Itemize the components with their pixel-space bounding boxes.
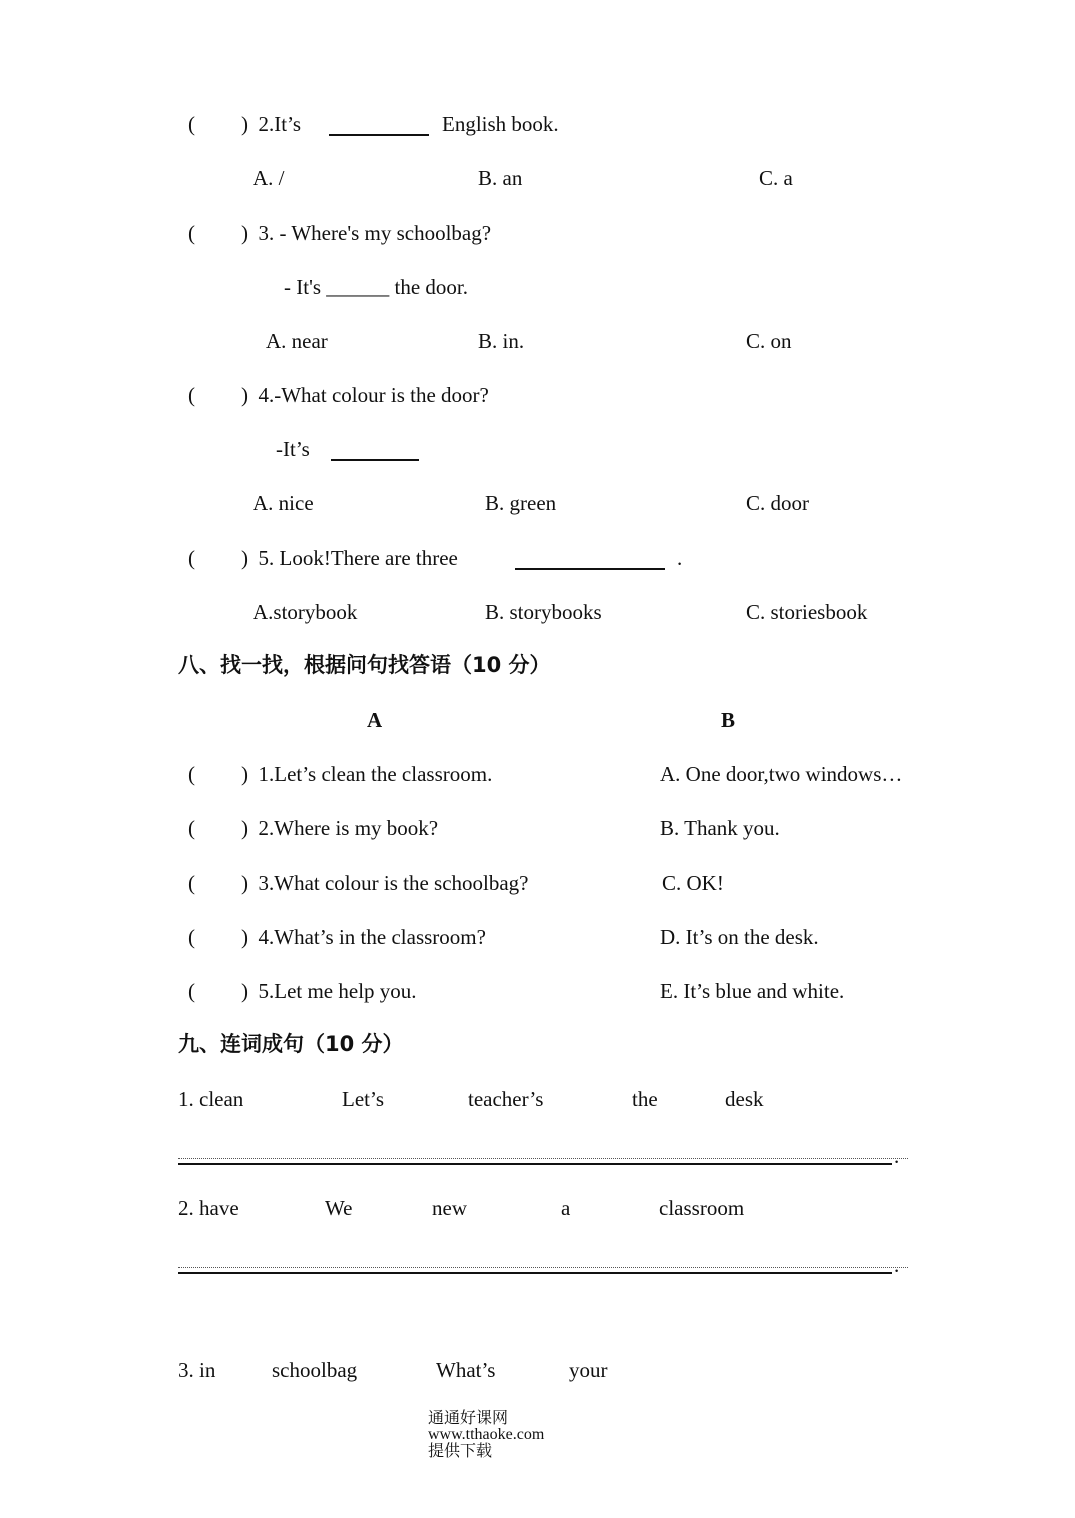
answer-bracket: ( — [188, 221, 195, 245]
dotted-guide — [178, 1267, 908, 1268]
answer-bracket: ( — [188, 112, 195, 136]
answer-bracket: ( — [188, 871, 195, 895]
option-c: C. on — [746, 329, 792, 353]
fill-blank — [331, 459, 419, 461]
match-answer: D. It’s on the desk. — [660, 925, 819, 949]
word: 3. in — [178, 1358, 216, 1382]
word: We — [325, 1196, 353, 1220]
option-a: A. / — [253, 166, 285, 190]
word: What’s — [436, 1358, 496, 1382]
match-question: ) 4.What’s in the classroom? — [241, 925, 486, 949]
column-b-header: B — [721, 708, 736, 732]
word: desk — [725, 1087, 764, 1111]
answer-line — [178, 1272, 892, 1274]
option-b: B. storybooks — [485, 600, 602, 624]
option-a: A.storybook — [253, 600, 358, 624]
option-b: B. in. — [478, 329, 525, 353]
answer-bracket: ( — [188, 762, 195, 786]
dotted-guide — [178, 1158, 908, 1159]
option-a: A. near — [266, 329, 328, 353]
match-answer: E. It’s blue and white. — [660, 979, 845, 1003]
match-answer: B. Thank you. — [660, 816, 780, 840]
match-question: ) 1.Let’s clean the classroom. — [241, 762, 493, 786]
word: 2. have — [178, 1196, 239, 1220]
footer — [420, 1394, 544, 1460]
word: the — [632, 1087, 658, 1111]
answer-bracket: ( — [188, 925, 195, 949]
word: schoolbag — [272, 1358, 358, 1382]
footer-tail: 提供下载 — [428, 1441, 493, 1460]
question-2-after: English book. — [442, 112, 559, 136]
match-question: ) 2.Where is my book? — [241, 816, 439, 840]
option-c: C. a — [759, 166, 793, 190]
match-answer: C. OK! — [662, 871, 724, 895]
word: Let’s — [342, 1087, 384, 1111]
fill-blank — [515, 568, 665, 570]
column-a-header: A — [367, 708, 383, 732]
option-c: C. storiesbook — [746, 600, 868, 624]
match-question: ) 5.Let me help you. — [241, 979, 417, 1003]
word: classroom — [659, 1196, 745, 1220]
word: new — [432, 1196, 467, 1220]
question-5-stem: ) 5. Look!There are three — [241, 546, 458, 570]
word: teacher’s — [468, 1087, 544, 1111]
answer-bracket: ( — [188, 383, 195, 407]
question-4-line2: -It’s — [276, 437, 310, 461]
section-8-heading: 八、找一找，根据问句找答语（10 分） — [178, 653, 551, 677]
answer-line — [178, 1163, 892, 1165]
word: a — [561, 1196, 571, 1220]
footer-url: www.tthaoke.com — [428, 1426, 545, 1443]
period: . — [894, 1144, 900, 1168]
match-question: ) 3.What colour is the schoolbag? — [241, 871, 529, 895]
answer-bracket: ( — [188, 979, 195, 1003]
option-a: A. nice — [253, 491, 314, 515]
match-answer: A. One door,two windows… — [660, 762, 903, 786]
section-9-heading: 九、连词成句（10 分） — [178, 1032, 404, 1056]
question-3-line2: - It's ______ the door. — [284, 275, 469, 299]
option-b: B. green — [485, 491, 557, 515]
word: 1. clean — [178, 1087, 244, 1111]
footer-site-name: 通通好课网 — [428, 1408, 509, 1427]
period: . — [894, 1253, 900, 1277]
question-5-after: . — [677, 546, 683, 570]
answer-bracket: ( — [188, 546, 195, 570]
option-c: C. door — [746, 491, 809, 515]
word: your — [569, 1358, 608, 1382]
question-2-stem: ) 2.It’s — [241, 112, 302, 136]
answer-bracket: ( — [188, 816, 195, 840]
question-3-stem: ) 3. - Where's my schoolbag? — [241, 221, 492, 245]
fill-blank — [329, 134, 429, 136]
option-b: B. an — [478, 166, 523, 190]
question-4-stem: ) 4.-What colour is the door? — [241, 383, 489, 407]
